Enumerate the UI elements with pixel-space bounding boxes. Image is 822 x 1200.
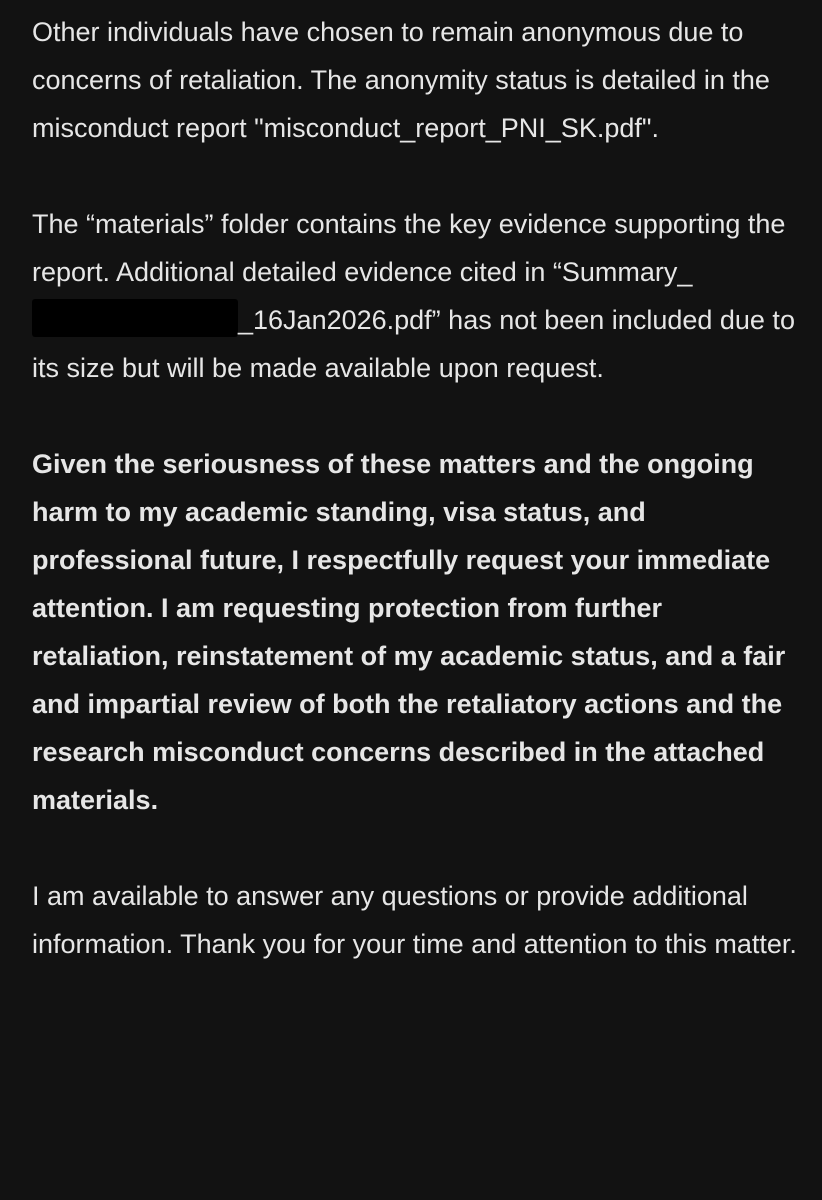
- redaction-mark: [32, 299, 238, 337]
- message-body: [32, 8, 802, 1016]
- materials-text-after-redaction: _16Jan2026.pdf” has not been included due to its size but will be made available upon request.: [32, 305, 795, 383]
- materials-text-before-redaction: The “materials” folder contains the key evidence supporting the report. Additional detailed evidence cited in “Summary_: [32, 209, 786, 287]
- paragraph-materials: [32, 200, 802, 392]
- paragraph-request: Given the seriousness of these matters and the ongoing harm to my academic standing, visa status, and professional future, I respectfully request your immediate attention. I am requesting protection from further retaliation, reinstatement of my academic status, and a fair and impartial review of both the retaliatory actions and the research misconduct concerns described in the attached materials.: [32, 449, 786, 815]
- paragraph-anonymity: Other individuals have chosen to remain anonymous due to concerns of retaliation. The anonymity status is detailed in the misconduct report "misconduct_report_PNI_SK.pdf".: [32, 17, 770, 143]
- paragraph-closing: I am available to answer any questions or provide additional information. Thank you for your time and attention to this matter.: [32, 881, 797, 959]
